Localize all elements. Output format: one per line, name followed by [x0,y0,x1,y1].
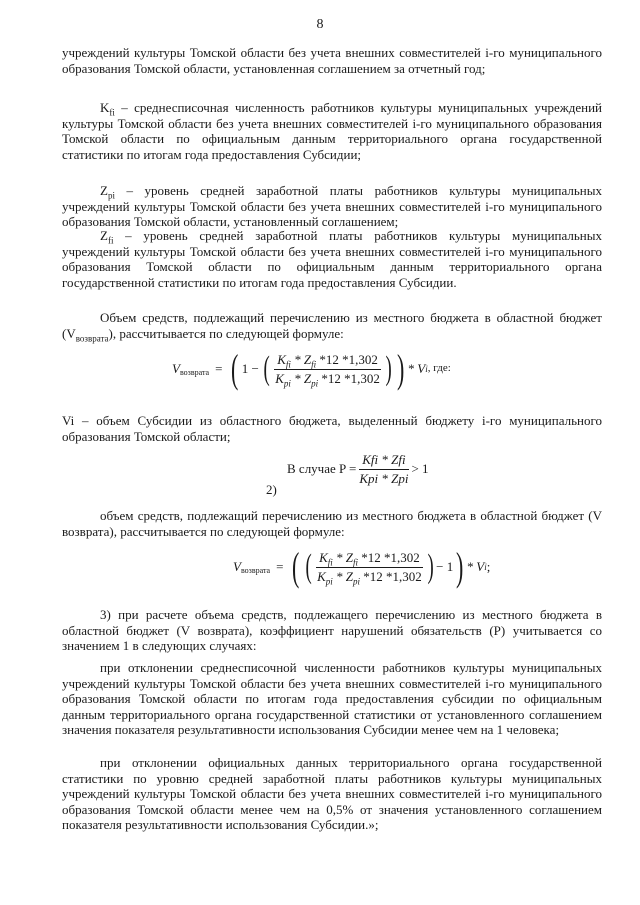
paragraph-text: при отклонении среднесписочной численности работников культуры муниципальных учреждений культуры Томской области без учета внешних совместителей i-го муниципального образования Томской области по итогам года предоставления субсидии по официальным данным территориального органа государственной статистики от установленного соглашением значения показателя результативности использования Субсидии менее чем на 1 человека; [62,660,602,738]
formula-times-v: * V [407,361,426,377]
formula-fraction [314,549,425,587]
right-paren: ) [397,346,405,391]
condition-suffix: > 1 [411,461,429,477]
formula-where: , где: [427,362,451,375]
formula-lhs-subscript: возврата [240,566,271,576]
paragraph-text: учреждений культуры Томской области без учета внешних совместителей i-го муниципального образования Томской области, установленная соглашением за отчетный год; [62,45,602,76]
v-subscript: возврата [75,333,109,344]
paragraph-case-headcount [62,660,602,738]
definition-text: – среднесписочная численность работников культуры муниципальных учреждений культуры Томской области без учета внешних совместителей i-го муниципального образования Томской области по официальным данным территориального органа государственной статистики по итогам года предоставления Субсидии; [62,100,602,162]
definition-text: – уровень средней заработной платы работников культуры муниципальных учреждений культуры Томской области без учета внешних совместителей i-го муниципального образования Томской области по официальным данным территориального органа государственной статистики по итогам года предоставления Субсидии. [62,228,602,290]
definition-text: – уровень средней заработной платы работников культуры муниципальных учреждений культуры Томской области без учета внешних совместителей i-го муниципального образования Томской области, установленный соглашением; [62,183,602,230]
condition-denominator: Kpi * Zpi [359,470,409,486]
condition-numerator: Kfi * Zfi [359,452,408,470]
formula-one-minus: 1 − [241,361,259,377]
formula-lhs-subscript: возврата [179,368,210,378]
symbol-k: K [100,100,110,115]
symbol-subscript: fi [109,107,115,118]
symbol-subscript: fi [107,235,114,246]
formula-1: V возврата = ( 1 − ( $\frac{K_{fi} * Z_{fi} *12 *1,302}{K_{pi} * Z_{pi} *12 *1,302}$ ) ) * V i , где: [172,346,451,391]
symbol-z: Z [100,183,108,198]
paragraph-text: при отклонении официальных данных территориального органа государственной статистики по уровню средней заработной платы работников культуры муниципальных учреждений культуры Томской области без учета внешних совместителей i-го муниципального образования Томской области менее чем на 0,5% от значения установленного соглашением показателя результативности использования Субсидии.»; [62,755,602,833]
right-paren: ) [456,544,464,589]
paragraph-case-salary [62,755,602,833]
right-paren-inner: ) [385,350,392,387]
fraction-numerator: $K_{fi} * Z_{fi}$ *12 *1,302 [274,352,381,370]
paragraph-text: Vi – объем Субсидии из областного бюджета, выделенный бюджету i-го муниципального образования Томской области; [62,413,602,444]
paragraph-vi-definition [62,413,602,444]
condition-fraction [356,452,411,486]
intro-text-end: ), рассчитывается по следующей формуле: [108,325,344,341]
left-paren-inner: ( [263,350,270,387]
formula-2: V возврата = ( ( $\frac{K_{fi} * Z_{fi} *12 *1,302}{K_{pi} * Z_{pi} *12 *1,302}$ ) − 1 ) * V i ; [233,544,491,589]
list-label-2: 2) [266,482,277,497]
paragraph-zfi-definition [62,228,602,290]
formula-equals: = [276,559,284,575]
formula-lhs: V [172,361,180,377]
left-paren: ( [292,544,300,589]
paragraph-formula-intro [62,310,602,344]
symbol-subscript: pi [107,190,115,201]
fraction-numerator: $K_{fi} * Z_{fi}$ *12 *1,302 [316,550,423,568]
left-paren: ( [231,346,239,391]
paragraph-text: 3) при расчете объема средств, подлежащего перечислению из местного бюджета в областной бюджет (V возврата), коэффициент нарушений обязательств (P) учитывается со значением 1 в следующих случаях: [62,607,602,654]
paragraph-zpi-definition [62,183,602,230]
intro-text: Объем средств, подлежащий перечислению из местного бюджета в областной бюджет (V [62,310,602,341]
fraction-denominator: $K_{pi} * Z_{pi}$ *12 *1,302 [275,370,380,389]
condition-formula [287,452,429,486]
left-paren-inner: ( [305,548,312,585]
formula-lhs: V [233,559,241,575]
fraction-denominator: $K_{pi} * Z_{pi}$ *12 *1,302 [317,568,422,587]
paragraph-continuation [62,45,602,76]
formula-times-v: * V [466,559,485,575]
page-number: 8 [316,17,324,32]
formula-equals: = [215,361,223,377]
formula-minus-one: − 1 [436,559,454,575]
condition-prefix: В случае P = [287,461,357,477]
formula-end: ; [486,559,491,575]
paragraph-item-3 [62,607,602,654]
right-paren-inner: ) [427,548,434,585]
paragraph-formula2-intro [62,508,602,539]
formula-fraction [272,351,383,389]
symbol-z: Z [100,228,108,243]
paragraph-kfi-definition [62,100,602,162]
paragraph-text: объем средств, подлежащий перечислению из местного бюджета в областной бюджет (V возврата), рассчитывается по следующей формуле: [62,508,602,539]
